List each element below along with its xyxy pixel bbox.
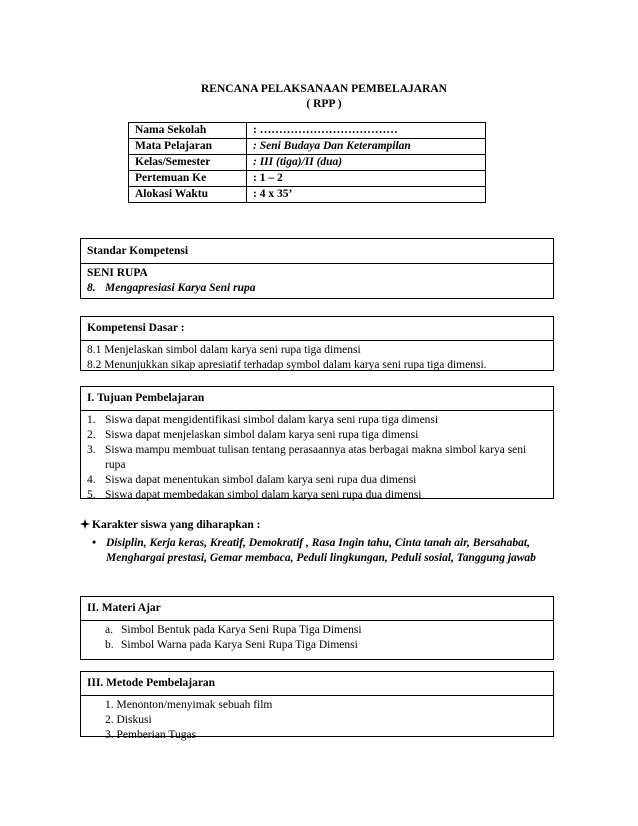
materi-ajar-box [80, 596, 554, 660]
standar-kompetensi-text: Mengapresiasi Karya Seni rupa [105, 282, 256, 294]
document-title [0, 82, 638, 112]
identity-row [129, 123, 486, 139]
standar-kompetensi-box [80, 238, 554, 299]
list-text: Siswa mampu membuat tulisan tentang perasaannya atas berbagai makna simbol karya seni rupa [105, 444, 527, 471]
list-number: 3. [87, 444, 96, 456]
metode-pembelajaran-heading: III. Metode Pembelajaran [81, 672, 553, 696]
identity-value: : Seni Budaya Dan Keterampilan [247, 139, 486, 155]
karakter-section [80, 518, 560, 566]
standar-kompetensi-heading: Standar Kompetensi [81, 239, 553, 264]
list-number: 5. [87, 489, 96, 501]
standar-kompetensi-body [81, 264, 553, 298]
tujuan-pembelajaran-body [81, 411, 553, 505]
identity-value: : ……………………………… [247, 123, 486, 139]
standar-kompetensi-number: 8. [87, 282, 96, 294]
list-item [87, 473, 547, 488]
bullet-dot-icon: • [92, 537, 97, 549]
identity-value: : 4 x 35’ [247, 187, 486, 203]
tujuan-pembelajaran-heading: I. Tujuan Pembelajaran [81, 387, 553, 411]
list-letter: b. [105, 639, 114, 651]
list-item [87, 443, 547, 473]
karakter-heading-row [80, 518, 560, 533]
identity-row [129, 139, 486, 155]
karakter-values: Disiplin, Kerja keras, Kreatif, Demokratif , Rasa Ingin tahu, Cinta tanah air, Bersahabat, Menghargai prestasi, Gemar membaca, Peduli lingkungan, Peduli sosial, Tanggung jawab [106, 537, 536, 564]
list-item: 8.1 Menjelaskan simbol dalam karya seni rupa tiga dimensi [87, 344, 361, 356]
identity-row [129, 187, 486, 203]
list-item [87, 413, 547, 428]
identity-label: Nama Sekolah [129, 123, 247, 139]
list-item [87, 623, 547, 638]
materi-list [87, 623, 547, 653]
metode-pembelajaran-box [80, 671, 554, 741]
metode-pembelajaran-body [81, 696, 553, 745]
list-item [87, 428, 547, 443]
list-text: Siswa dapat menjelaskan simbol dalam karya seni rupa tiga dimensi [105, 429, 419, 441]
list-number: 2. [87, 429, 96, 441]
list-item [87, 638, 547, 653]
identity-label: Alokasi Waktu [129, 187, 247, 203]
list-text: Siswa dapat membedakan simbol dalam karya seni rupa dua dimensi [105, 489, 422, 501]
list-text: Siswa dapat mengidentifikasi simbol dalam karya seni rupa tiga dimensi [105, 414, 439, 426]
karakter-bullet-item [80, 536, 560, 566]
list-item [87, 488, 547, 503]
list-item: 1. Menonton/menyimak sebuah film [105, 699, 273, 711]
standar-kompetensi-line2 [87, 281, 547, 296]
title-line-1: RENCANA PELAKSANAAN PEMBELAJARAN [201, 83, 447, 95]
identity-label: Mata Pelajaran [129, 139, 247, 155]
identity-label: Pertemuan Ke [129, 171, 247, 187]
list-text: Siswa dapat menentukan simbol dalam karya seni rupa dua dimensi [105, 474, 417, 486]
identity-row [129, 155, 486, 171]
list-letter: a. [105, 624, 113, 636]
list-text: Simbol Warna pada Karya Seni Rupa Tiga Dimensi [121, 639, 358, 651]
list-item: 2. Diskusi [105, 714, 152, 726]
diamond-bullet-icon [80, 518, 92, 533]
kompetensi-dasar-box [80, 316, 554, 371]
tujuan-pembelajaran-box [80, 386, 554, 499]
karakter-heading: Karakter siswa yang diharapkan : [92, 519, 261, 531]
title-line-2: ( RPP ) [306, 98, 342, 110]
identity-table [128, 122, 486, 203]
metode-list [87, 698, 547, 743]
kompetensi-dasar-heading: Kompetensi Dasar : [81, 317, 553, 341]
list-text: Simbol Bentuk pada Karya Seni Rupa Tiga Dimensi [121, 624, 362, 636]
list-item: 8.2 Menunjukkan sikap apresiatif terhadap symbol dalam karya seni rupa tiga dimensi. [87, 359, 487, 371]
materi-ajar-heading: II. Materi Ajar [81, 597, 553, 621]
identity-value: : 1 – 2 [247, 171, 486, 187]
identity-label: Kelas/Semester [129, 155, 247, 171]
list-number: 1. [87, 414, 96, 426]
list-number: 4. [87, 474, 96, 486]
list-item: 3. Pemberian Tugas [105, 729, 197, 741]
standar-kompetensi-line1: SENI RUPA [87, 267, 148, 279]
materi-ajar-body [81, 621, 553, 655]
tujuan-list [87, 413, 547, 503]
kompetensi-dasar-body [81, 341, 553, 375]
identity-row [129, 171, 486, 187]
identity-value: : III (tiga)/II (dua) [247, 155, 486, 171]
